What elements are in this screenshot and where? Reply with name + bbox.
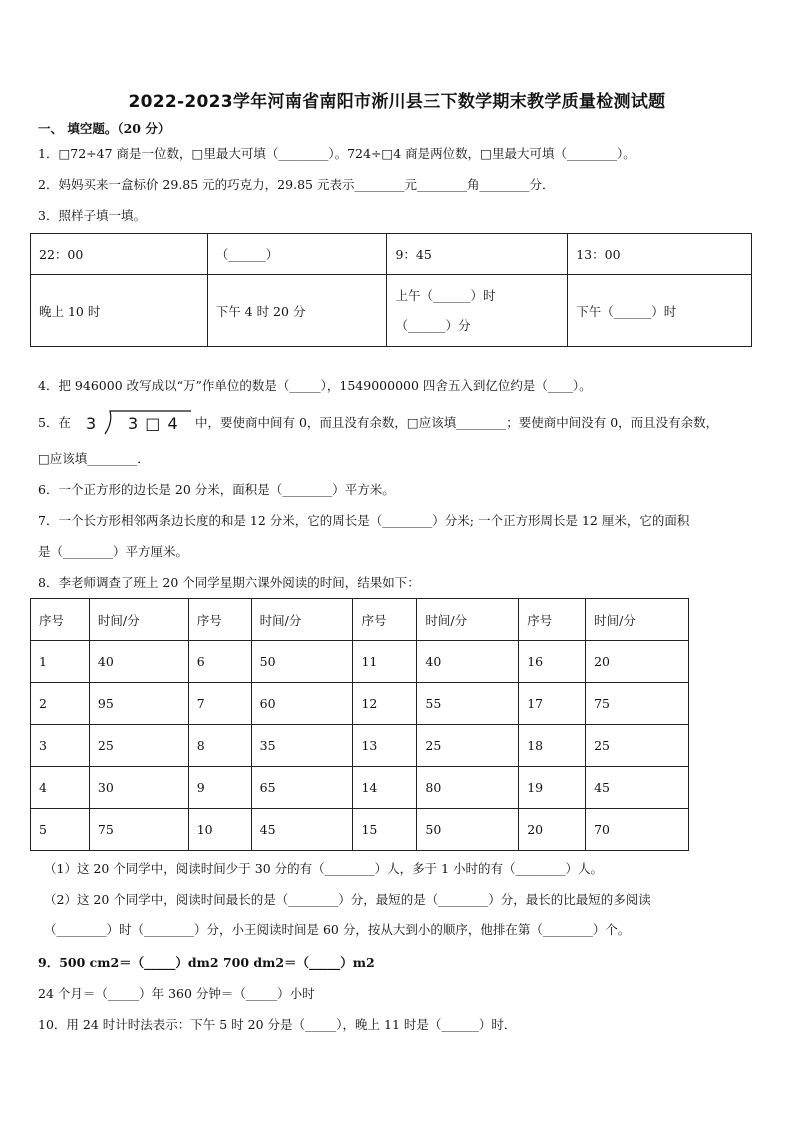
table-cell: 14 <box>353 767 417 809</box>
table-cell: 70 <box>586 809 689 851</box>
table-cell: 10 <box>188 809 251 851</box>
dividend: 3 □ 4 <box>128 414 179 433</box>
question-10: 10．用 24 时计时法表示：下午 5 时 20 分是（_____），晚上 11 时是（______）时． <box>38 1017 517 1032</box>
table-row <box>31 683 689 725</box>
table-cell: 65 <box>251 767 353 809</box>
question-9-line-1: 9．500 cm2＝（_____）dm2 700 dm2＝（_____）m2 <box>38 955 375 970</box>
divisor: 3 <box>86 414 97 433</box>
table-cell: 60 <box>251 683 353 725</box>
time-cell-line: （______）分 <box>395 317 471 333</box>
table-cell: 80 <box>417 767 519 809</box>
table-cell: 16 <box>519 641 586 683</box>
table-cell: 20 <box>586 641 689 683</box>
table-cell: 9 <box>188 767 251 809</box>
question-9-line-2: 24 个月＝（_____）年 360 分钟＝（_____）小时 <box>38 986 315 1001</box>
time-cell-line: 上午（______）时 <box>395 287 496 303</box>
header-cell: 时间/分 <box>586 599 689 641</box>
table-row <box>31 809 689 851</box>
table-cell: 1 <box>31 641 90 683</box>
reading-time-table <box>30 598 689 851</box>
table-cell: 95 <box>89 683 188 725</box>
table-cell: 17 <box>519 683 586 725</box>
question-5-prefix: 5．在 <box>38 415 71 430</box>
time-cell: （______） <box>207 234 387 275</box>
table-cell: 45 <box>251 809 353 851</box>
question-7-line-2: 是（________）平方厘米。 <box>38 544 189 559</box>
table-cell: 6 <box>188 641 251 683</box>
question-6: 6．一个正方形的边长是 20 分米，面积是（________）平方米。 <box>38 482 395 497</box>
table-cell: 25 <box>586 725 689 767</box>
time-cell: 13：00 <box>568 234 752 275</box>
header-cell: 序号 <box>353 599 417 641</box>
page-title: 2022-2023学年河南省南阳市淅川县三下数学期末教学质量检测试题 <box>128 92 666 112</box>
table-cell: 13 <box>353 725 417 767</box>
table-cell: 75 <box>89 809 188 851</box>
table-header-row <box>31 599 689 641</box>
table-cell: 75 <box>586 683 689 725</box>
table-cell: 15 <box>353 809 417 851</box>
header-cell: 序号 <box>31 599 90 641</box>
table-cell: 7 <box>188 683 251 725</box>
question-7-line-1: 7．一个长方形相邻两条边长度的和是 12 分米，它的周长是（________）分米; 一个正方形周长是 12 厘米，它的面积 <box>38 513 690 528</box>
table-cell: 55 <box>417 683 519 725</box>
table-row <box>31 725 689 767</box>
question-8: 8．李老师调查了班上 20 个同学星期六课外阅读的时间，结果如下： <box>38 575 420 590</box>
table-cell: 2 <box>31 683 90 725</box>
time-cell: 下午 4 时 20 分 <box>207 275 387 347</box>
time-cell: 下午（______）时 <box>568 275 752 347</box>
table-cell: 40 <box>89 641 188 683</box>
table-cell: 50 <box>251 641 353 683</box>
time-cell: 晚上 10 时 <box>31 275 208 347</box>
table-row <box>31 767 689 809</box>
question-5-text: 中，要使商中间有 0，而且没有余数，□应该填________；要使商中间没有 0，而且没有余数， <box>195 415 719 430</box>
table-cell: 40 <box>417 641 519 683</box>
question-8-part-2-line-1: （2）这 20 个同学中，阅读时间最长的是（________）分，最短的是（________）分，最长的比最短的多阅读 <box>44 892 651 907</box>
question-4: 4．把 946000 改写成以“万”作单位的数是（_____），1549000000 四舍五入到亿位约是（____）。 <box>38 378 592 393</box>
question-3: 3．照样子填一填。 <box>38 208 146 223</box>
table-cell: 18 <box>519 725 586 767</box>
table-cell: 4 <box>31 767 90 809</box>
time-cell: 22：00 <box>31 234 208 275</box>
question-2: 2．妈妈买来一盒标价 29.85 元的巧克力，29.85 元表示________元________角________分． <box>38 177 555 192</box>
header-cell: 时间/分 <box>89 599 188 641</box>
table-cell: 25 <box>89 725 188 767</box>
header-cell: 时间/分 <box>417 599 519 641</box>
question-1: 1．□72÷47 商是一位数，□里最大可填（________）。724÷□4 商是两位数，□里最大可填（________）。 <box>38 146 636 161</box>
table-cell: 30 <box>89 767 188 809</box>
table-cell: 45 <box>586 767 689 809</box>
question-8-part-1: （1）这 20 个同学中，阅读时间少于 30 分的有（________）人，多于 1 小时的有（________）人。 <box>44 861 604 876</box>
table-cell: 19 <box>519 767 586 809</box>
question-5-cont: □应该填________． <box>38 451 150 466</box>
time-cell <box>387 275 568 347</box>
time-table <box>30 233 752 347</box>
table-cell: 35 <box>251 725 353 767</box>
table-cell: 11 <box>353 641 417 683</box>
header-cell: 序号 <box>519 599 586 641</box>
table-cell: 5 <box>31 809 90 851</box>
table-cell: 20 <box>519 809 586 851</box>
table-cell: 3 <box>31 725 90 767</box>
header-cell: 序号 <box>188 599 251 641</box>
table-cell: 50 <box>417 809 519 851</box>
table-cell: 25 <box>417 725 519 767</box>
section-heading: 一、 填空题。（20 分） <box>38 121 171 136</box>
table-cell: 8 <box>188 725 251 767</box>
table-row <box>31 641 689 683</box>
table-cell: 12 <box>353 683 417 725</box>
header-cell: 时间/分 <box>251 599 353 641</box>
long-division-figure <box>83 410 193 436</box>
time-cell: 9：45 <box>387 234 568 275</box>
question-8-part-2-line-2: （________）时（________）分，小王阅读时间是 60 分，按从大到小的顺序，他排在第（________）个。 <box>44 922 631 937</box>
